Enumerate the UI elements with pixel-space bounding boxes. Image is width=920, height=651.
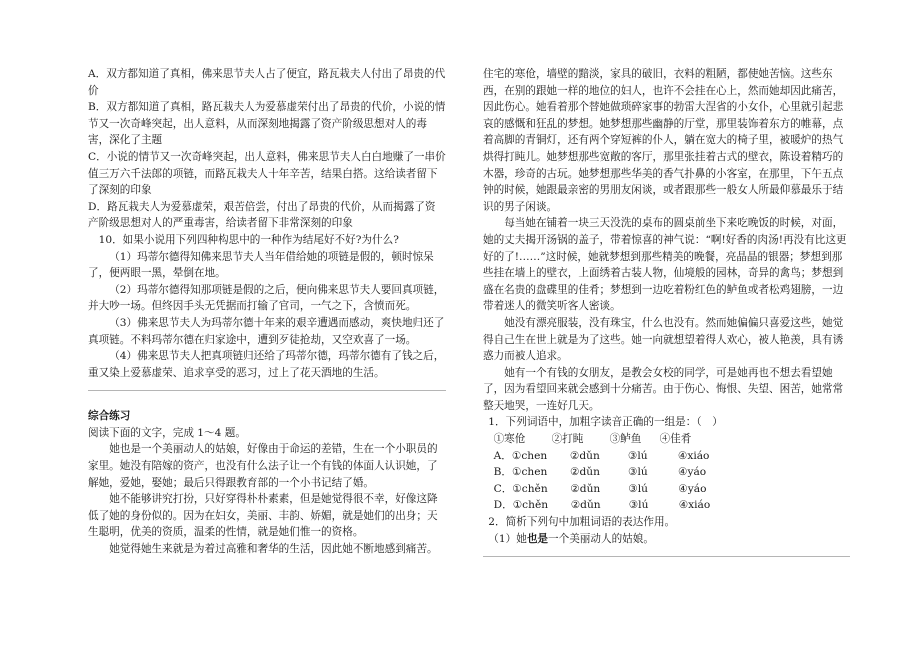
left-column [88,66,446,558]
q10-item-1: （1）玛蒂尔德得知佛来思节夫人当年借给她的项链是假的，顿时惊呆了，便两眼一黑，晕倒在地。 [88,250,434,280]
pinyin-4: ④xiáo [677,449,710,462]
q1-option-a [483,448,850,465]
q2-item-post: 一个美丽动人的姑娘。 [548,532,654,545]
option-a: A．双方都知道了真相，佛来思节夫人占了便宜，路瓦栽夫人付出了昂贵的代价 [88,68,446,97]
pinyin-4: ④yáo [678,482,707,495]
pinyin-1: ①chen [511,466,548,479]
passage-paragraph-6: 她没有漂亮服装，没有珠宝，什么也没有。然而她偏偏只喜爱这些，她觉得自己生在世上就是为了这些。她一向就想望着得人欢心，被人艳羡，具有诱惑力而被人追求。 [483,316,844,363]
q10-item-2: （2）玛蒂尔德得知那项链是假的之后，便向佛来思节夫人要回真项链，并大吵一场。但终因手头无凭据而打输了官司，一气之下，含愤而死。 [88,283,445,313]
question-10: 10．如果小说用下列四种构思中的一种作为结尾好不好?为什么? [98,233,399,246]
word-1: ①寒伧 [493,433,526,446]
word-3: ③鲈鱼 [609,433,642,446]
q10-item-3: （3）佛来思节夫人为玛蒂尔德十年来的艰辛遭遇而感动，爽快地归还了真项链。不料玛蒂尔德在归家途中，遭到歹徒抢劫，又空欢喜了一场。 [88,316,445,346]
question-1: 1．下列词语中，加粗字读音正确的一组是：（ ） [488,416,723,429]
instruction: 阅读下面的文字，完成 1～4 题。 [88,426,246,439]
passage-paragraph-7: 她有一个有钱的女朋友，是教会女校的同学，可是她再也不想去看望她了，因为看望回来就会感到十分痛苦。由于伤心、悔恨、失望、困苦，她常常整天地哭，一连好几天。 [483,366,844,412]
pinyin-2: ②dǔn [570,482,601,495]
q2-item-pre: （1）她 [488,532,527,545]
pinyin-3: ③lú [627,466,648,479]
pinyin-2: ②dǔn [569,466,600,479]
question-2: 2．简析下列句中加粗词语的表达作用。 [488,516,676,529]
q10-item-4: （4）佛来思节夫人把真项链归还给了玛蒂尔德，玛蒂尔德有了钱之后，重又染上爱慕虚荣、追求享受的恶习，过上了花天酒地的生活。 [88,350,445,379]
word-2: ②打盹 [551,433,584,446]
pinyin-1: ①chen [511,449,548,462]
pinyin-4: ④xiáo [678,499,711,512]
passage-paragraph-3: 她觉得她生来就是为着过高雅和奢华的生活，因此她不断地感到痛苦。 [109,543,438,556]
passage-paragraph-4: 住宅的寒伧，墙壁的黯淡，家具的破旧，衣料的粗陋，都使她苦恼。这些东西，在别的跟她一样的地位的妇人，也许不会挂在心上，然而她却因此痛苦，因此伤心。她看着那个替她做琐碎家事的勃雷大涅省的小女仆，心里就引起悲哀的感慨和狂乱的梦想。她梦想那些幽静的厅堂，那里装饰着东方的帷幕，点着高脚的青铜灯，还有两个穿短裤的仆人，躺在宽大的椅子里，被暖炉的热气烘得打盹儿。她梦想那些宽敞的客厅，那里张挂着古式的壁衣，陈设着精巧的木器，珍奇的古玩。她梦想那些华美的香气扑鼻的小客室，在那里，下午五点钟的时候，她跟最亲密的男朋友闲谈，或者跟那些一般女人所最仰慕最乐于结识的男子闲谈。 [483,68,844,213]
right-column [483,66,850,557]
pinyin-4: ④yáo [677,466,707,479]
passage-paragraph-1: 她也是一个美丽动人的姑娘，好像由于命运的差错，生在一个小职员的家里。她没有陪嫁的资产，也没有什么法子让一个有钱的体面人认识她，了解她，爱她，娶她；最后只得跟教育部的一个小书记结了婚。 [88,443,438,489]
bottom-divider [483,556,850,557]
q2-item-1 [483,531,850,548]
option-label: A． [493,449,512,462]
q1-option-c [483,481,850,498]
option-label: D． [493,499,513,512]
word-4: ④佳肴 [659,433,692,446]
pinyin-2: ②dǔn [570,499,601,512]
section-title: 综合练习 [88,410,131,423]
passage-paragraph-5: 每当她在铺着一块三天没洗的桌布的圆桌前坐下来吃晚饭的时候，对面，她的丈夫揭开汤锅的盖子，带着惊喜的神气说：“啊!好香的肉汤!再没有比这更好的了!……”这时候，她就梦想到那些精美的晚餐，亮晶晶的银器；梦想到那些挂在墙上的壁衣，上面绣着古装人物，仙境般的园林，奇异的禽鸟；梦想到盛在名贵的盘碟里的佳肴；梦想到一边吃着粉红色的鲈鱼或者松鸡翅膀，一边带着迷人的微笑听客人密谈。 [483,217,847,313]
q2-item-bold: 也是 [526,532,549,545]
option-label: B． [493,466,512,479]
passage-paragraph-2: 她不能够讲究打扮，只好穿得朴朴素素，但是她觉得很不幸，好像这降低了她的身份似的。因为在妇女，美丽、丰韵、娇媚，就是她们的出身；天生聪明，优美的资质，温柔的性情，就是她们惟一的资格。 [88,493,438,539]
q1-option-b [483,464,850,481]
q1-option-d [483,497,850,514]
pinyin-2: ②dǔn [569,449,600,462]
option-label: C． [493,482,513,495]
option-d: D．路瓦栽夫人为爱慕虚荣，艰苦倍尝，付出了昂贵的代价，从而揭露了资产阶级思想对人的严重毒害，给读者留下非常深刻的印象 [88,200,436,230]
pinyin-3: ③lú [628,499,649,512]
pinyin-3: ③lú [628,482,649,495]
pinyin-3: ③lú [627,449,648,462]
option-c: C．小说的情节又一次奇峰突起，出人意料，佛来思节夫人白白地赚了一串价值三万六千法郎的项链，而路瓦栽夫人十年辛苦，结果白搭。这给读者留下了深刻的印象 [88,150,446,197]
q1-words [483,431,850,448]
option-b: B．双方都知道了真相，路瓦栽夫人为爱慕虚荣付出了昂贵的代价，小说的情节又一次奇峰突起，出人意料，从而深刻地揭露了资产阶级思想对人的毒害，深化了主题 [88,101,446,147]
pinyin-1: ①chěn [512,482,548,495]
pinyin-1: ①chěn [512,499,549,512]
